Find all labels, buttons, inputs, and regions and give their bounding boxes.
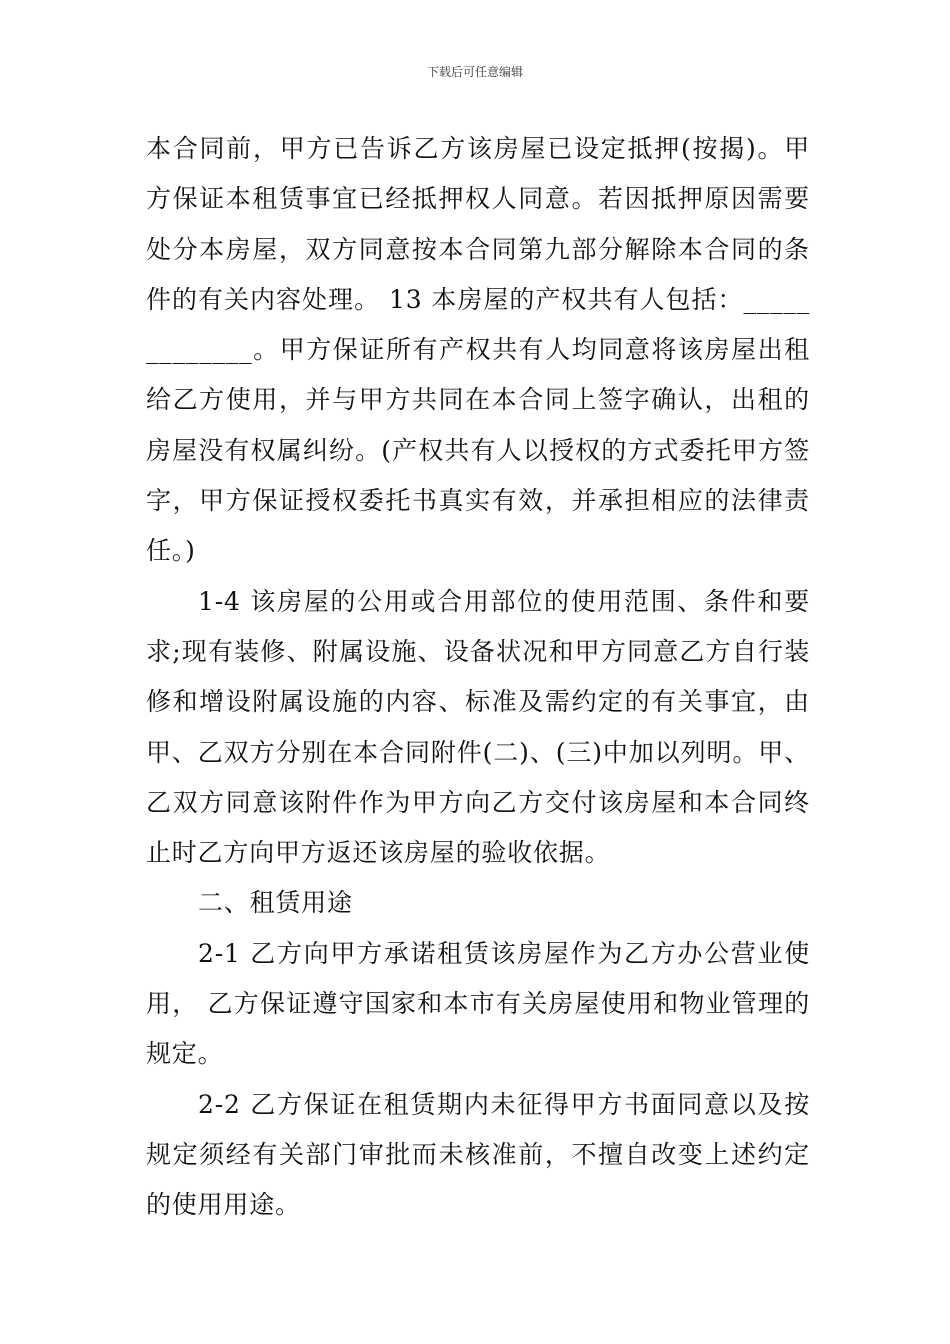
paragraph-2-1: 2-1 乙方向甲方承诺租赁该房屋作为乙方办公营业使用， 乙方保证遵守国家和本市有关房屋使用和物业管理的规定。 [146,938,810,1069]
page-header: 下载后可任意编辑 [426,65,523,79]
paragraph-1-4: 1-4 该房屋的公用或合用部位的使用范围、条件和要求;现有装修、附属设施、设备状况和甲方同意乙方自行装修和增设附属设施的内容、标准及需约定的有关事宜，由甲、乙双方分别在本合同附件(二)、(三)中加以列明。甲、乙双方同意该附件作为甲方向乙方交付该房屋和本合同终止时乙方向甲方返还该房屋的验收依据。 [146,586,810,868]
document-body [146,124,810,1231]
section-heading-lease-purpose: 二、租赁用途 [198,888,353,918]
paragraph-mortgage-coowners: 本合同前，甲方已告诉乙方该房屋已设定抵押(按揭)。甲方保证本租赁事宜已经抵押权人同意。若因抵押原因需要处分本房屋，双方同意按本合同第九部分解除本合同的条件的有关内容处理。 13 本房屋的产权共有人包括：_____________。甲方保证所有产权共有人均同意将该房屋出租给乙方使用，并与甲方共同在本合同上签字确认，出租的房屋没有权属纠纷。(产权共有人以授权的方式委托甲方签字，甲方保证授权委托书真实有效，并承担相应的法律责任。) [146,134,810,566]
paragraph-2-2: 2-2 乙方保证在租赁期内未征得甲方书面同意以及按规定须经有关部门审批而未核准前，不擅自改变上述约定的使用用途。 [146,1089,810,1220]
